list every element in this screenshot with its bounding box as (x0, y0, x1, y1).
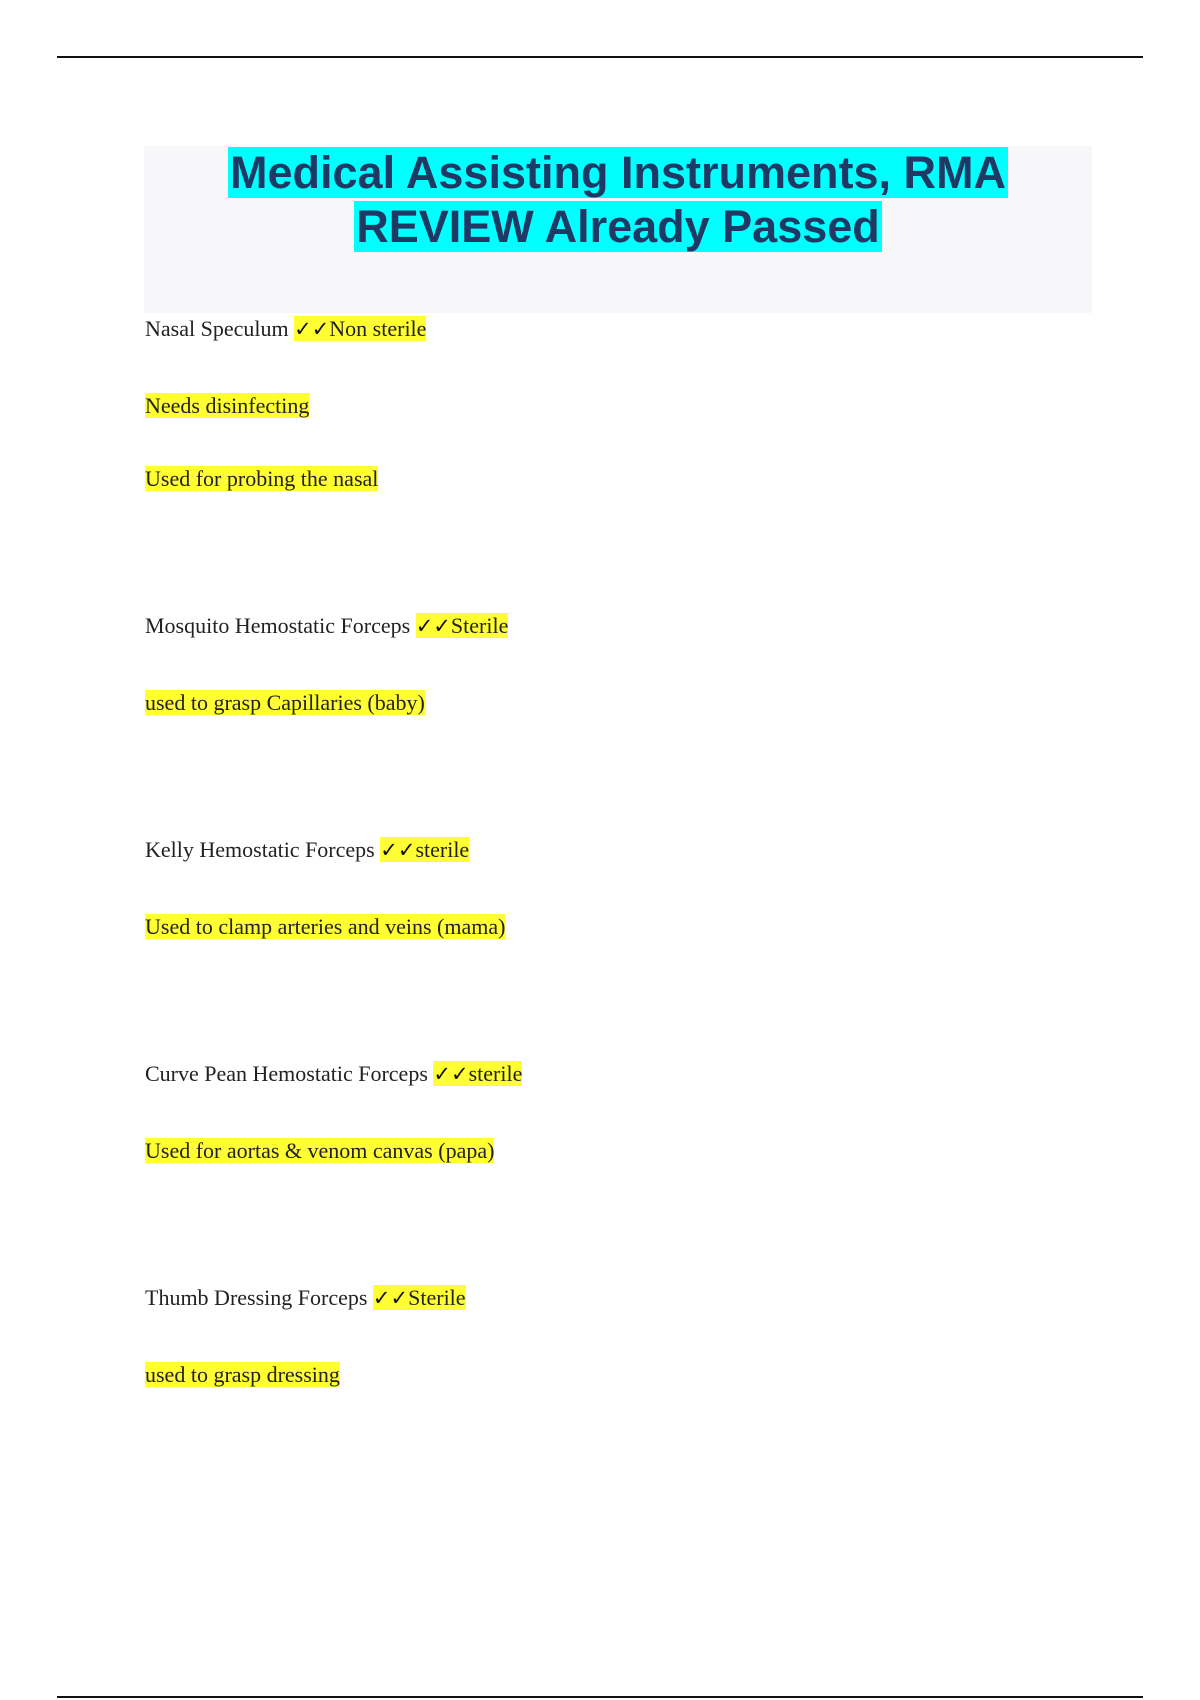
entry-answer: ✓✓Sterile (415, 613, 509, 638)
entry-term: Nasal Speculum (145, 316, 289, 341)
entry-answer: ✓✓Sterile (372, 1285, 466, 1310)
entry-note: Used for probing the nasal (145, 466, 379, 491)
check-icon: ✓✓ (294, 317, 330, 341)
entry-term-line (145, 1059, 522, 1089)
entry-answer: ✓✓Non sterile (294, 316, 427, 341)
entry-term: Curve Pean Hemostatic Forceps (145, 1061, 428, 1086)
entry-note: Used to clamp arteries and veins (mama) (145, 914, 506, 939)
entry-term: Thumb Dressing Forceps (145, 1285, 368, 1310)
page-title (144, 146, 1092, 254)
header-rule (57, 56, 1143, 58)
entry-note: Used for aortas & venom canvas (papa) (145, 1138, 495, 1163)
entry-term-line (145, 1283, 466, 1313)
entry-note: used to grasp dressing (145, 1362, 340, 1387)
footer-rule (57, 1696, 1143, 1698)
entry-note: Needs disinfecting (145, 393, 310, 418)
entry-term-line (145, 314, 426, 344)
entry-term-line (145, 611, 508, 641)
entry-term-line (145, 835, 469, 865)
entry-answer: ✓✓sterile (380, 837, 470, 862)
check-icon: ✓✓ (415, 614, 451, 638)
entry-term: Kelly Hemostatic Forceps (145, 837, 375, 862)
check-icon: ✓✓ (380, 838, 416, 862)
check-icon: ✓✓ (433, 1062, 469, 1086)
entry-note: used to grasp Capillaries (baby) (145, 690, 425, 715)
title-block (144, 146, 1092, 313)
check-icon: ✓✓ (372, 1286, 409, 1310)
entry-answer: ✓✓sterile (433, 1061, 523, 1086)
title-line-1: Medical Assisting Instruments, RMA (230, 147, 1006, 198)
entry-term: Mosquito Hemostatic Forceps (145, 613, 411, 638)
title-line-2: REVIEW Already Passed (356, 201, 880, 252)
